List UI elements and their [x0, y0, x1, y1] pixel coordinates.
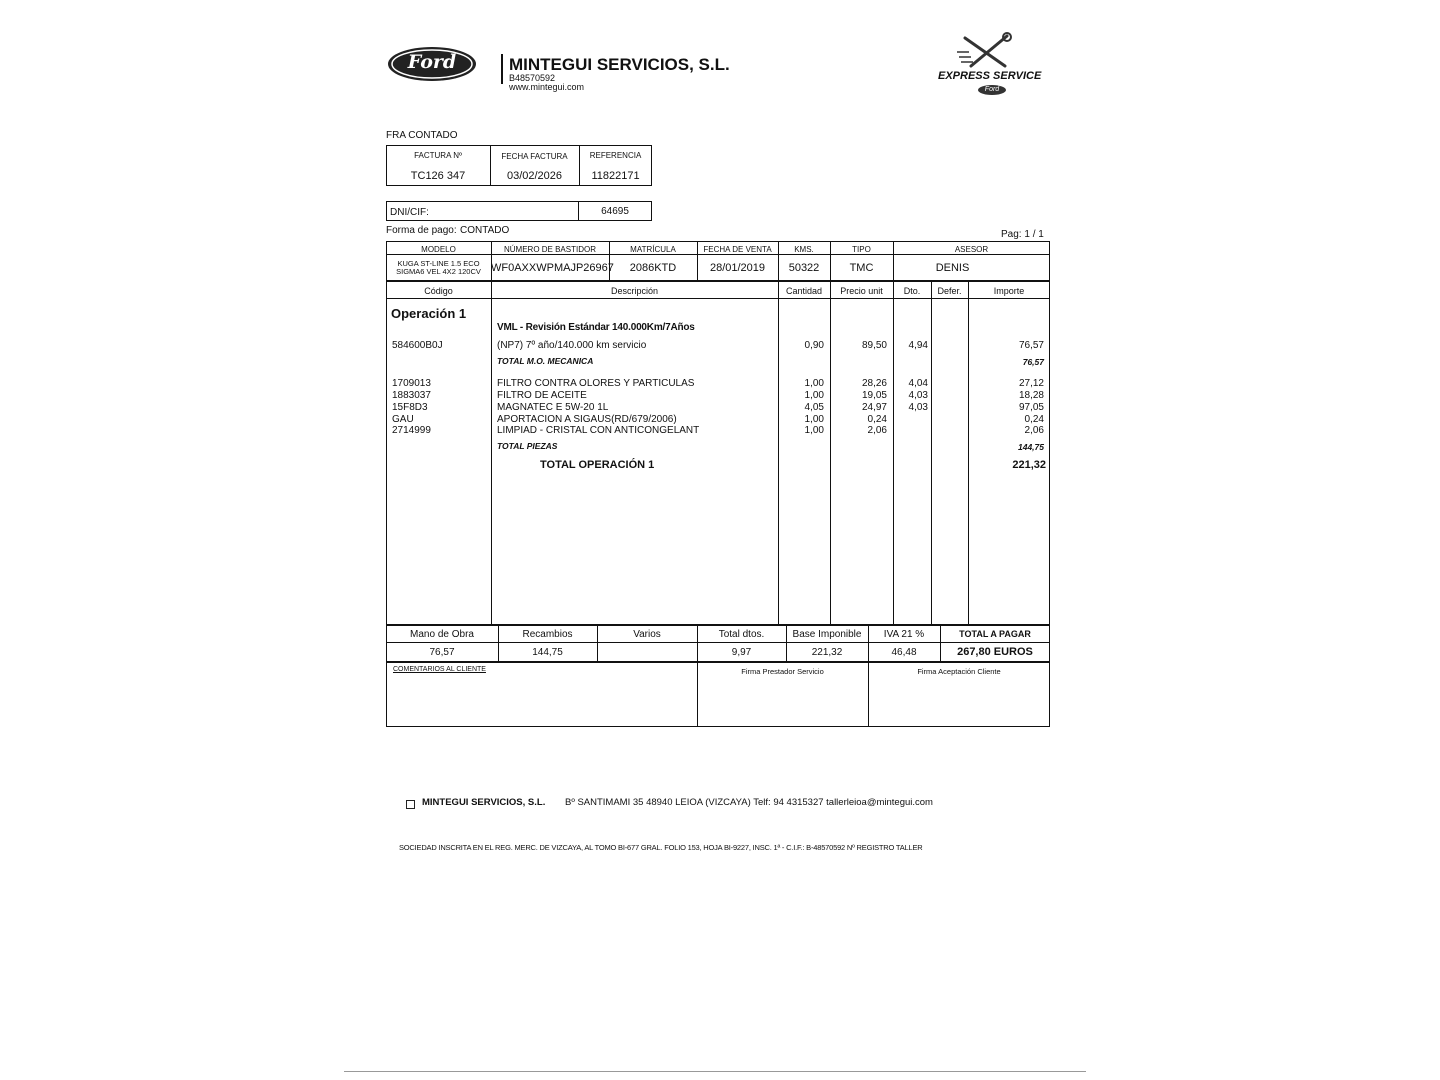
lines-col-sep — [778, 281, 779, 625]
lines-header-dto: Dto. — [903, 286, 921, 296]
page-number: Pag: 1 / 1 — [1001, 229, 1044, 240]
totals-total-dtos: 9,97 — [731, 647, 752, 658]
part-amount: 2,06 — [1024, 425, 1044, 436]
totals-iva: 46,48 — [891, 647, 917, 658]
part-desc: FILTRO DE ACEITE — [497, 390, 587, 401]
payment-value: CONTADO — [460, 225, 510, 236]
operation-title: Operación 1 — [391, 306, 467, 321]
comments-label: COMENTARIOS AL CLIENTE — [393, 666, 486, 673]
totals-header-total: TOTAL A PAGAR — [959, 629, 1031, 639]
part-desc: FILTRO CONTRA OLORES Y PARTICULAS — [497, 378, 695, 389]
part-desc: MAGNATEC E 5W-20 1L — [497, 402, 609, 413]
invoice-ref-label: REFERENCIA — [589, 151, 642, 160]
part-dto: 4,03 — [908, 402, 928, 413]
lines-col-sep — [893, 281, 894, 625]
labor-desc: (NP7) 7º año/140.000 km servicio — [497, 340, 647, 351]
part-amount: 18,28 — [1018, 390, 1044, 401]
vehicle-model-line1: KUGA ST-LINE 1.5 ECO — [397, 259, 480, 268]
totals-header-mano-obra: Mano de Obra — [410, 629, 474, 640]
operation-description: VML - Revisión Estándar 140.000Km/7Años — [497, 322, 695, 333]
labor-code: 584600B0J — [392, 340, 443, 351]
vehicle-tipo: TMC — [849, 262, 874, 274]
vehicle-vin: WF0AXXWPMAJP26967 — [491, 262, 614, 274]
part-price: 2,06 — [867, 425, 887, 436]
lines-col-sep — [968, 281, 969, 625]
vehicle-header-modelo: MODELO — [421, 245, 456, 254]
part-qty: 1,00 — [804, 414, 824, 425]
company-name: MINTEGUI SERVICIOS, S.L. — [509, 55, 730, 74]
part-price: 28,26 — [861, 378, 887, 389]
invoice-type: FRA CONTADO — [386, 130, 458, 141]
lines-header-defer: Defer. — [937, 286, 962, 296]
parts-total: 144,75 — [1018, 442, 1044, 452]
part-amount: 0,24 — [1024, 414, 1044, 425]
totals-header-varios: Varios — [633, 629, 661, 640]
invoice-date-label: FECHA FACTURA — [501, 152, 568, 161]
part-price: 19,05 — [861, 390, 887, 401]
part-qty: 1,00 — [804, 425, 824, 436]
labor-total-label: TOTAL M.O. MECANICA — [497, 356, 594, 366]
part-price: 24,97 — [861, 402, 887, 413]
vehicle-plate: 2086KTD — [629, 262, 677, 274]
labor-dto: 4,94 — [908, 340, 928, 351]
part-desc: APORTACION A SIGAUS(RD/679/2006) — [497, 414, 677, 425]
page-bottom-edge — [344, 1071, 1086, 1072]
ford-logo — [387, 46, 477, 82]
vehicle-header-asesor: ASESOR — [954, 245, 989, 254]
totals-mano-obra: 76,57 — [429, 647, 455, 658]
sign-provider-label: Firma Prestador Servicio — [741, 667, 824, 676]
invoice-number-label: FACTURA Nº — [414, 151, 462, 160]
lines-header-codigo: Código — [424, 286, 453, 296]
dni-label: DNI/CIF: — [390, 207, 429, 218]
part-code: GAU — [392, 414, 414, 425]
dni-value: 64695 — [601, 206, 629, 217]
part-code: 15F8D3 — [392, 402, 428, 413]
express-service-logo — [955, 32, 1031, 72]
totals-base: 221,32 — [811, 647, 843, 658]
part-amount: 27,12 — [1018, 378, 1044, 389]
part-code: 2714999 — [392, 425, 431, 436]
vehicle-sale-date: 28/01/2019 — [709, 262, 766, 274]
labor-total: 76,57 — [1022, 357, 1044, 367]
vehicle-model-line2: SIGMA6 VEL 4X2 120CV — [396, 267, 481, 276]
header-divider — [501, 54, 503, 84]
part-dto: 4,04 — [908, 378, 928, 389]
payment-label: Forma de pago: — [386, 225, 457, 236]
footer-address: Bº SANTIMAMI 35 48940 LEIOA (VIZCAYA) Telf: 94 4315327 tallerleioa@mintegui.com — [565, 797, 933, 808]
vehicle-header-tipo: TIPO — [852, 245, 871, 254]
totals-header-sep — [386, 642, 1050, 643]
lines-header-importe: Importe — [993, 286, 1025, 296]
labor-amount: 76,57 — [1018, 340, 1044, 351]
lines-col-sep — [830, 281, 831, 625]
lines-col-sep — [491, 281, 492, 625]
vehicle-kms: 50322 — [788, 262, 820, 274]
vehicle-asesor: DENIS — [935, 262, 970, 274]
totals-total-pagar: 267,80 EUROS — [957, 646, 1033, 658]
invoice-number: TC126 347 — [410, 170, 466, 182]
company-web: www.mintegui.com — [509, 82, 585, 92]
lines-table — [386, 281, 1050, 625]
part-qty: 4,05 — [804, 402, 824, 413]
part-desc: LIMPIAD - CRISTAL CON ANTICONGELANT — [497, 425, 700, 436]
labor-qty: 0,90 — [804, 340, 824, 351]
checkbox-icon — [406, 800, 415, 809]
operation-total-label: TOTAL OPERACIÓN 1 — [540, 459, 655, 471]
totals-header-total-dtos: Total dtos. — [718, 629, 765, 640]
part-price: 0,24 — [867, 414, 887, 425]
part-code: 1709013 — [392, 378, 431, 389]
part-amount: 97,05 — [1018, 402, 1044, 413]
totals-header-iva: IVA 21 % — [883, 629, 925, 640]
totals-recambios: 144,75 — [532, 647, 563, 658]
footer-company: MINTEGUI SERVICIOS, S.L. — [422, 797, 546, 808]
lines-header-cantidad: Cantidad — [785, 286, 823, 296]
vehicle-header-matricula: MATRÍCULA — [630, 245, 676, 254]
labor-price: 89,50 — [861, 340, 887, 351]
lines-header-precio: Precio unit — [840, 286, 883, 296]
totals-header-recambios: Recambios — [522, 629, 573, 640]
sign-client-label: Firma Aceptación Cliente — [917, 667, 1001, 676]
vehicle-header-sep — [386, 254, 1050, 255]
part-code: 1883037 — [392, 390, 431, 401]
vehicle-header-bastidor: NÚMERO DE BASTIDOR — [503, 245, 596, 254]
vehicle-header-fecha-venta: FECHA DE VENTA — [703, 245, 772, 254]
footer-registry: SOCIEDAD INSCRITA EN EL REG. MERC. DE VIZCAYA, AL TOMO BI-677 GRAL. FOLIO 153, HOJA BI-9227, INSC. 1ª - C.I.F.: B-48570592 Nº REGISTRO TALLER — [399, 843, 923, 852]
operation-total: 221,32 — [1012, 459, 1046, 471]
lines-col-sep — [931, 281, 932, 625]
ford-logo-text: Ford — [407, 51, 457, 73]
express-ford-text: Ford — [984, 86, 1000, 93]
part-qty: 1,00 — [804, 390, 824, 401]
part-qty: 1,00 — [804, 378, 824, 389]
company-cif: B48570592 — [509, 73, 556, 83]
invoice-ref: 11822171 — [591, 170, 640, 182]
lines-header-sep — [386, 298, 1050, 299]
lines-header-descripcion: Descripción — [610, 286, 659, 296]
vehicle-header-kms: KMS. — [794, 245, 814, 254]
totals-header-base: Base Imponible — [792, 629, 862, 640]
invoice-date: 03/02/2026 — [506, 170, 563, 182]
part-dto: 4,03 — [908, 390, 928, 401]
parts-total-label: TOTAL PIEZAS — [497, 441, 558, 451]
express-service-label: EXPRESS SERVICE — [938, 70, 1042, 82]
